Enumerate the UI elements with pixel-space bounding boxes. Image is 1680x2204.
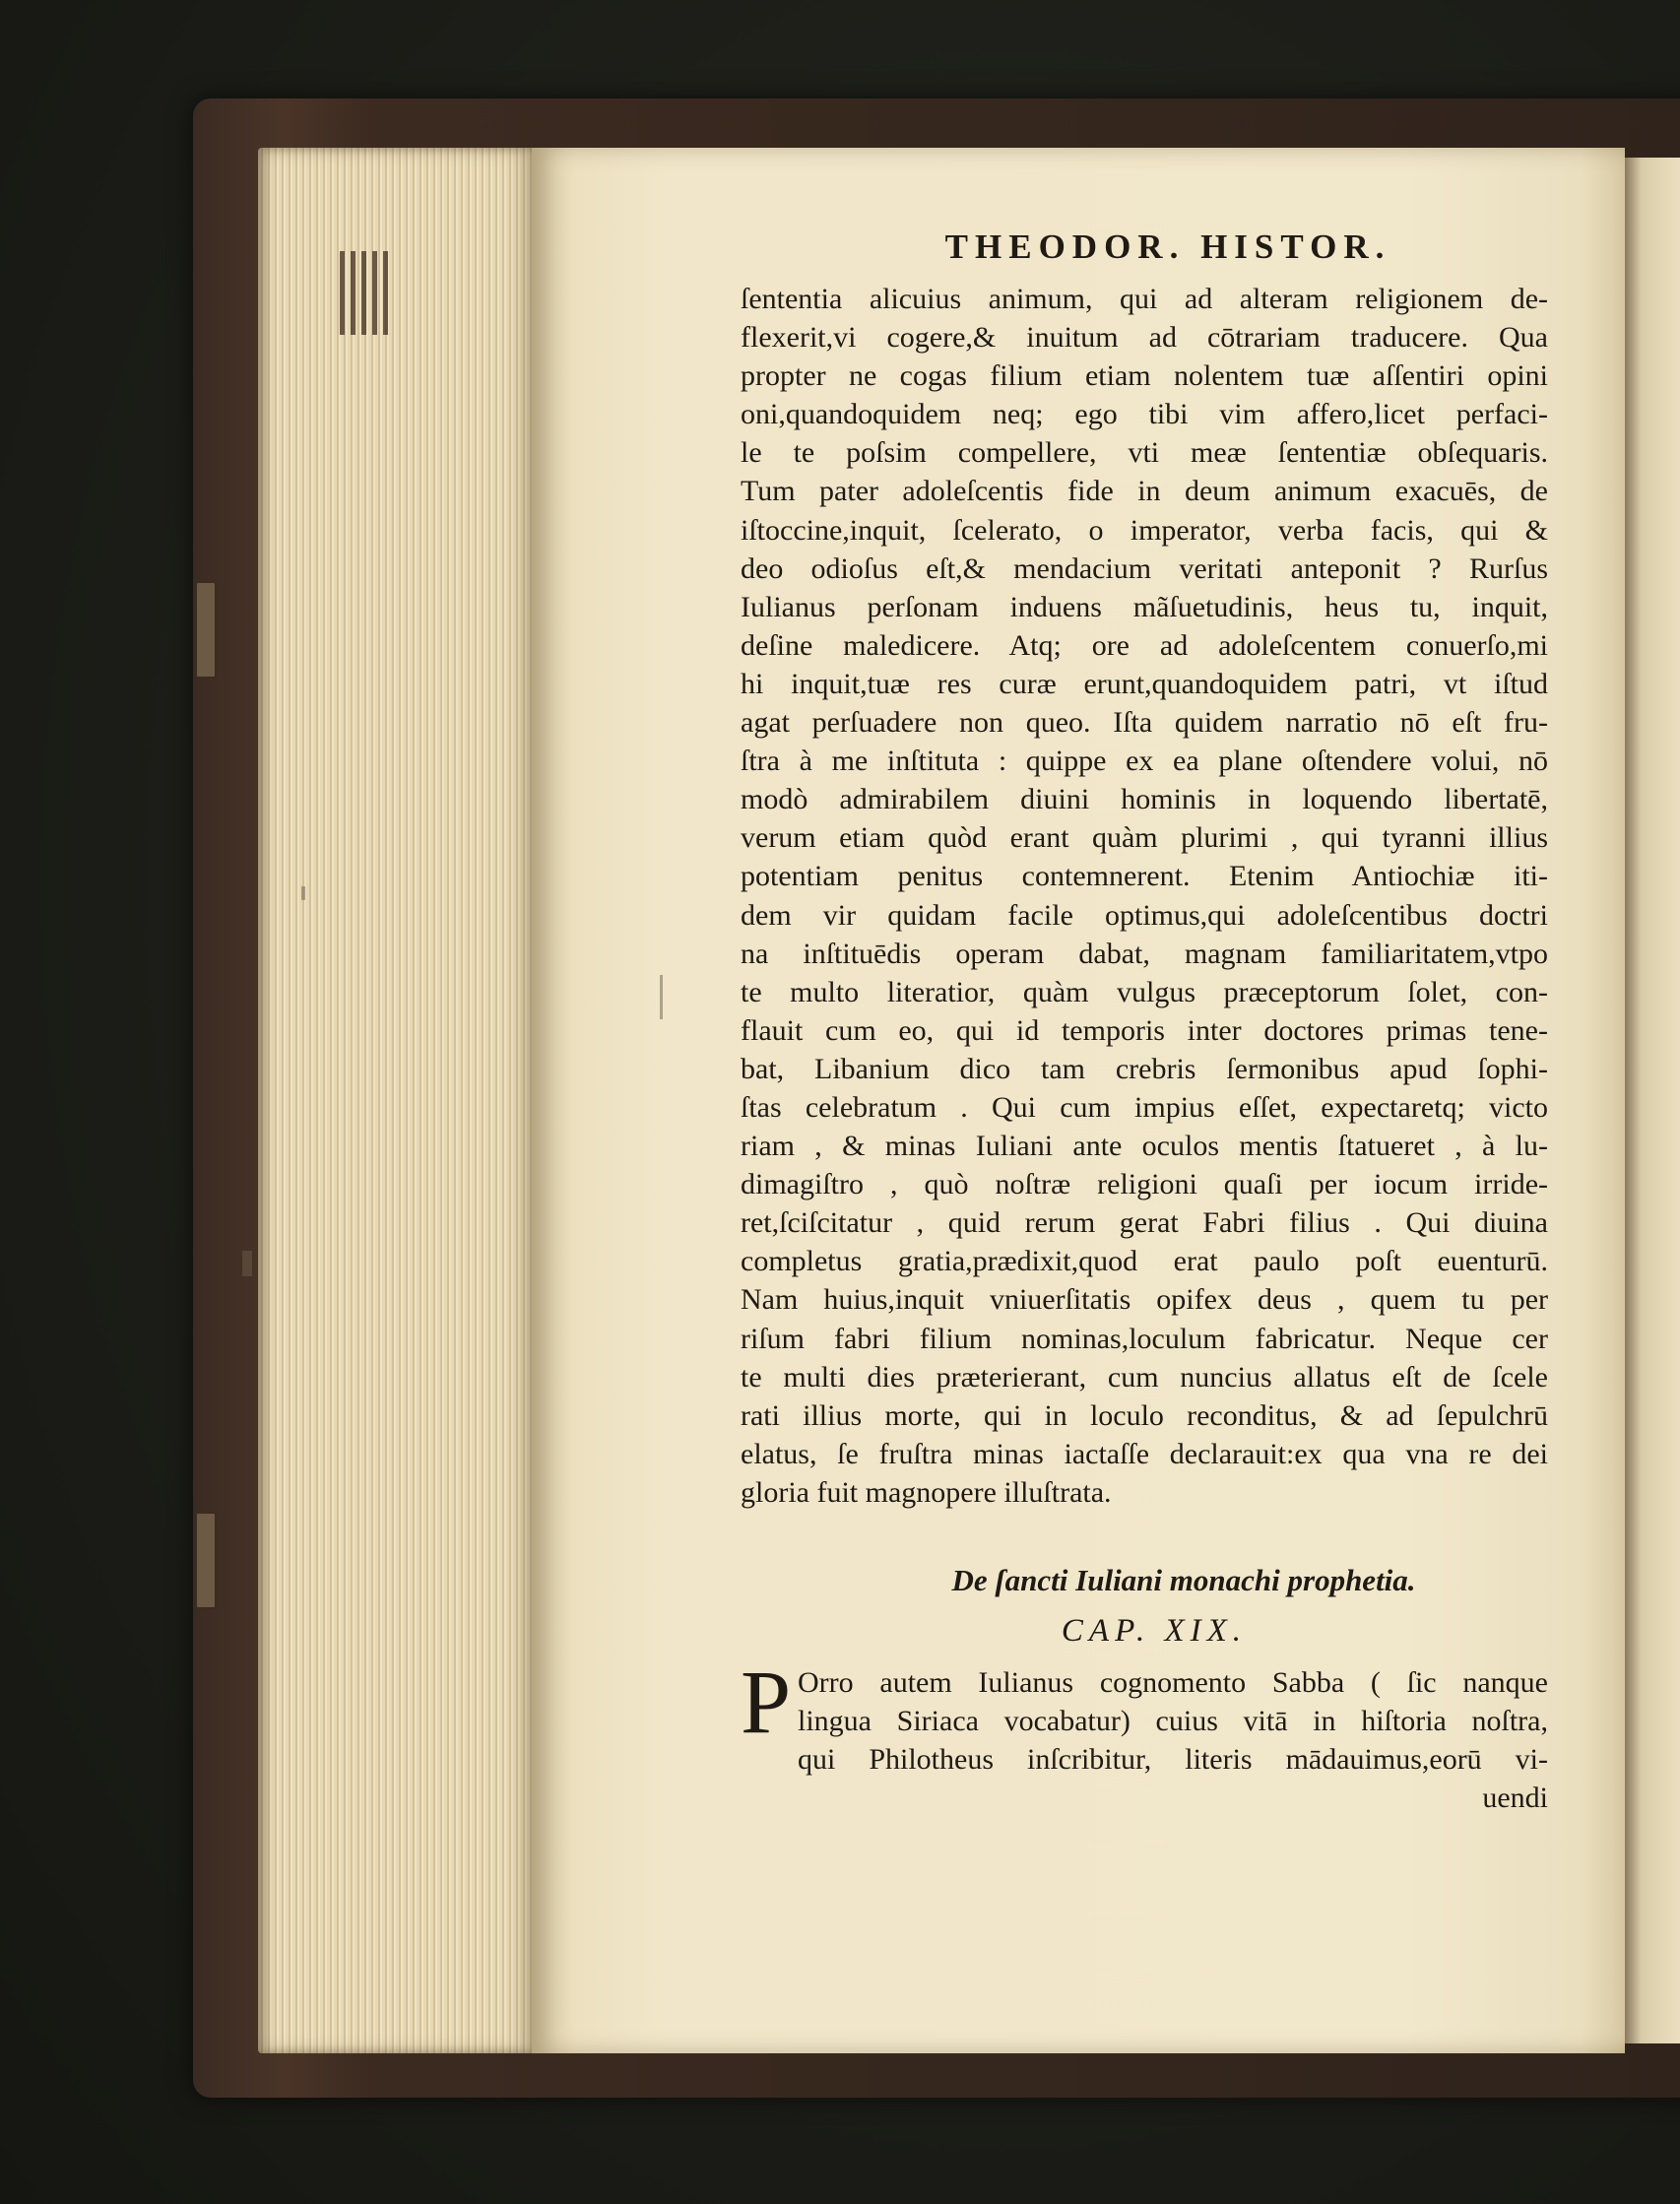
- text-line: bat, Libanium dico tam crebris ſermonibus apud ſophi-: [741, 1052, 1548, 1085]
- text-line: Tum pater adoleſcentis fide in deum animum exacuēs, de: [741, 475, 1548, 508]
- margin-mark: [301, 886, 305, 900]
- text-line: lingua Siriaca vocabatur) cuius vitā in hiſtoria noſtra,: [798, 1705, 1548, 1738]
- edge-ink-marks: [340, 251, 394, 335]
- text-line: elatus, ſe fruſtra minas iactaſſe declarauit:ex qua vna re dei: [741, 1437, 1548, 1470]
- text-line: te multi dies præterierant, cum nuncius allatus eſt de ſcele: [741, 1360, 1548, 1394]
- chapter-number: CAP. XIX.: [1061, 1613, 1248, 1649]
- text-line: propter ne cogas filium etiam nolentem tuæ aſſentiri opini: [741, 359, 1548, 393]
- text-line: ſtra à me inſtituta : quippe ex ea plane oſtendere volui, nō: [741, 745, 1548, 778]
- text-line: deo odioſus eſt,& mendacium veritati anteponit ? Rurſus: [741, 551, 1548, 585]
- text-line: le te poſsim compellere, vti meæ ſententiæ obſequaris.: [741, 436, 1548, 470]
- text-line: dimagiſtro , quò noſtræ religioni quaſi per iocum irride-: [741, 1168, 1548, 1201]
- text-line: flexerit,vi cogere,& inuitum ad cōtrariam traducere. Qua: [741, 321, 1548, 355]
- text-line: rati illius morte, qui in loculo reconditus, & ad ſepulchrū: [741, 1398, 1548, 1432]
- facing-page-edge: [1625, 158, 1680, 2043]
- text-line: Nam huius,inquit vniuerſitatis opifex deus , quem tu per: [741, 1283, 1548, 1317]
- text-line: ret,ſciſcitatur , quid rerum gerat Fabri filius . Qui diuina: [741, 1206, 1548, 1240]
- margin-mark: [242, 1251, 252, 1276]
- text-line: dem vir quidam facile optimus,qui adoleſcentibus doctri: [741, 898, 1548, 932]
- text-line: completus gratia,prædixit,quod erat paulo poſt euenturū.: [741, 1245, 1548, 1278]
- page-edges: [258, 148, 534, 2053]
- text-line: ſententia alicuius animum, qui ad alteram religionem de-: [741, 283, 1548, 315]
- text-line: agat perſuadere non queo. Iſta quidem narratio nō eſt fru-: [741, 706, 1548, 740]
- margin-mark: [660, 975, 663, 1019]
- body-text: [741, 280, 1548, 1512]
- text-line: riſum fabri filium nominas,loculum fabricatur. Neque cer: [741, 1322, 1548, 1355]
- text-line: qui Philotheus inſcribitur, literis mādauimus,eorū vi-: [798, 1743, 1548, 1777]
- text-line: Iulianus perſonam induens mãſuetudinis, heus tu, inquit,: [741, 590, 1548, 623]
- drop-initial: P: [741, 1652, 792, 1752]
- page-text-block: [741, 225, 1548, 1817]
- clasp-lower: [195, 1512, 217, 1609]
- chapter-body: [741, 1652, 1548, 1817]
- text-line: ſtas celebratum . Qui cum impius eſſet, expectaretq; victo: [741, 1090, 1548, 1124]
- catchword: uendi: [1482, 1782, 1548, 1815]
- text-line: modò admirabilem diuini hominis in loquendo libertatē,: [741, 783, 1548, 816]
- text-line: potentiam penitus contemnerent. Etenim Antiochiæ iti-: [741, 860, 1548, 893]
- text-line: hi inquit,tuæ res curæ erunt,quandoquidem patri, vt iſtud: [741, 667, 1548, 700]
- text-line: gloria fuit magnopere illuſtrata.: [741, 1475, 1112, 1509]
- text-line: verum etiam quòd erant quàm plurimi , qui tyranni illius: [741, 821, 1548, 855]
- text-line: riam , & minas Iuliani ante oculos mentis ſtatueret , à lu-: [741, 1130, 1548, 1163]
- text-line: na inſtituēdis operam dabat, magnam familiaritatem,vtpo: [741, 937, 1548, 970]
- running-head: THEODOR. HISTOR.: [944, 227, 1391, 266]
- text-line: oni,quandoquidem neq; ego tibi vim affero,licet perfaci-: [741, 398, 1548, 431]
- chapter-title: De ſancti Iuliani monachi prophetia.: [951, 1563, 1416, 1597]
- text-line: iſtoccine,inquit, ſcelerato, o imperator, verba facis, qui &: [741, 513, 1548, 547]
- text-line: te multo literatior, quàm vulgus præceptorum ſolet, con-: [741, 975, 1548, 1008]
- clasp-upper: [195, 581, 217, 679]
- text-line: flauit cum eo, qui id temporis inter doctores primas tene-: [741, 1013, 1548, 1047]
- text-line: Orro autem Iulianus cognomento Sabba ( ſic nanque: [798, 1666, 1548, 1699]
- text-line: deſine maledicere. Atq; ore ad adoleſcentem conuerſo,mi: [741, 628, 1548, 662]
